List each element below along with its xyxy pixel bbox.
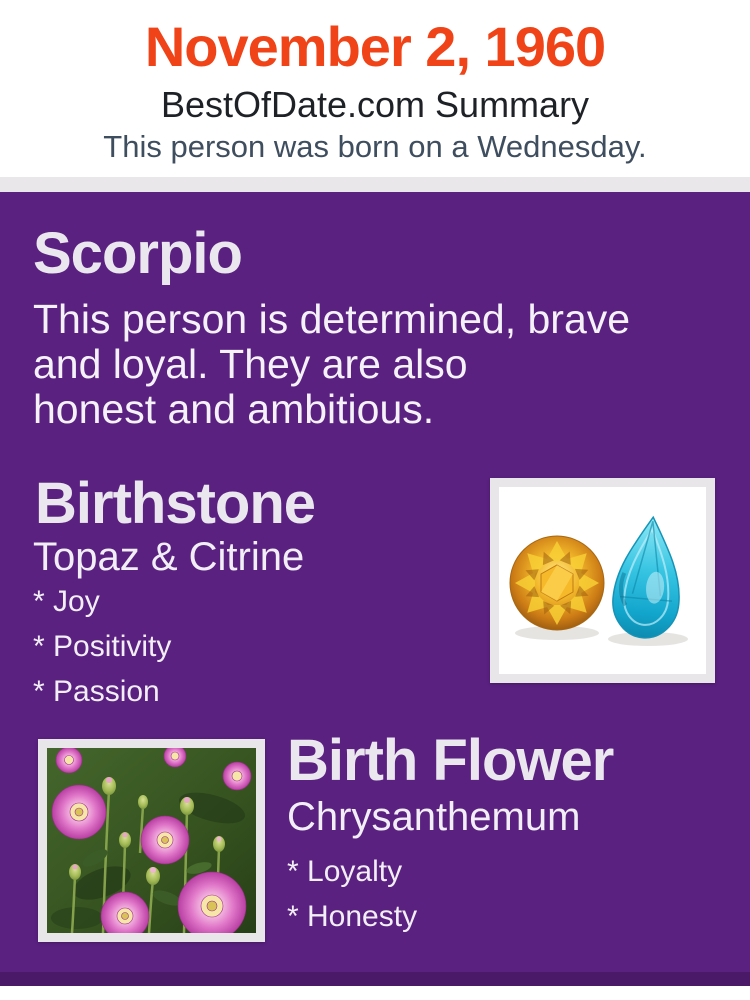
birthstone-trait-list [33,579,171,714]
birthstone-trait: * Positivity [33,630,172,663]
zodiac-description-line: honest and ambitious. [33,386,435,432]
birth-flower-trait: * Loyalty [287,855,403,888]
footer-strip [0,972,750,986]
birthstone-trait: * Joy [33,585,100,618]
born-day-text: This person was born on a Wednesday. [103,129,647,164]
header [0,0,750,177]
birth-flower-trait-list [287,849,417,939]
birth-flower-trait: * Honesty [287,900,418,933]
birthstone-name: Topaz & Citrine [33,535,305,579]
page-title: November 2, 1960 [144,15,606,78]
zodiac-description-line: This person is determined, brave [33,296,631,342]
birth-flower-name: Chrysanthemum [287,795,581,839]
header-divider [0,177,750,192]
birth-flower-heading: Birth Flower [287,728,614,793]
zodiac-description-line: and loyal. They are also [33,341,468,387]
site-summary-label: BestOfDate.com Summary [160,84,590,125]
zodiac-heading: Scorpio [33,221,242,286]
birth-flower-image [38,739,265,942]
gemstones-illustration [499,487,706,674]
birthstone-heading: Birthstone [35,471,315,536]
birthstone-trait: * Passion [33,675,160,708]
birthstone-image [490,478,715,683]
zodiac-description [33,297,630,432]
birthstone-photo [499,487,706,674]
chrysanthemum-illustration [47,748,256,933]
main-purple-section [0,192,750,986]
birth-flower-photo [47,748,256,933]
